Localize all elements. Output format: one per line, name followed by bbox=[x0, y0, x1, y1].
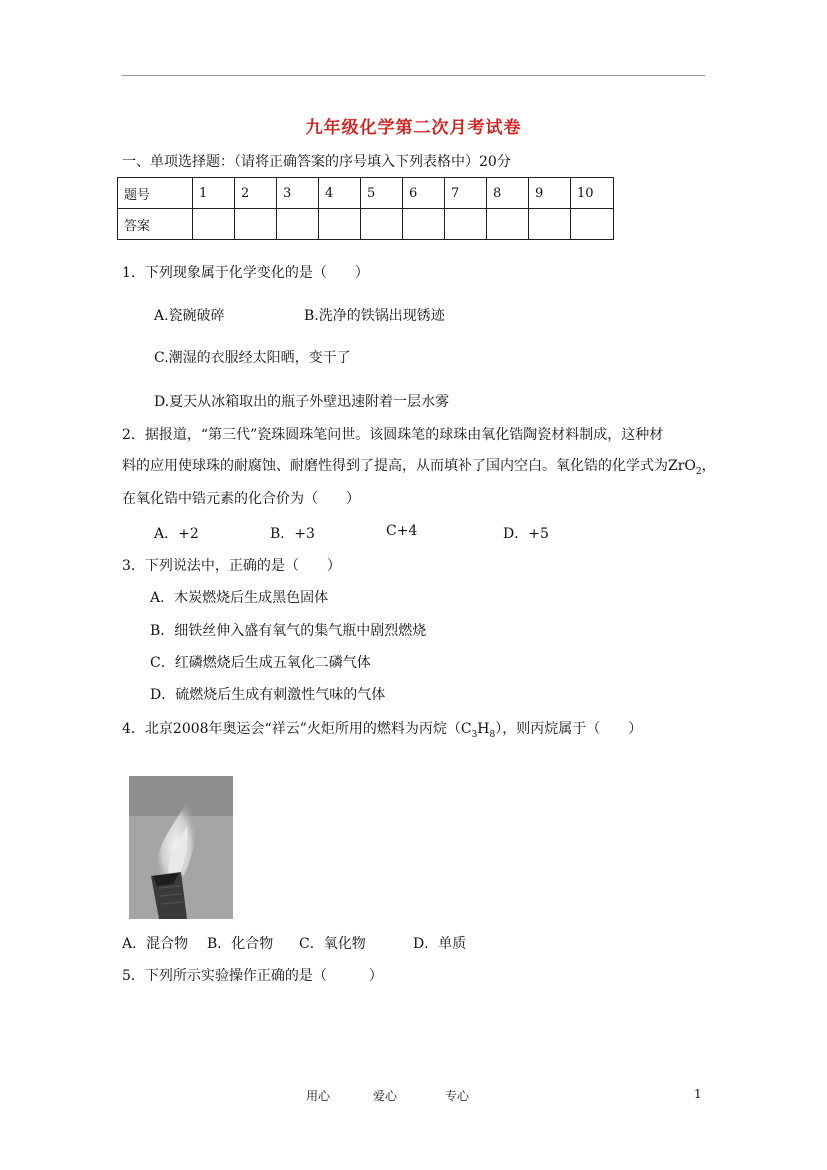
question-number-cell: 10 bbox=[571, 178, 614, 209]
answer-table bbox=[117, 177, 614, 240]
table-row bbox=[118, 209, 614, 240]
question-number-cell: 2 bbox=[235, 178, 277, 209]
q1-option-b: B.洗净的铁锅出现锈迹 bbox=[304, 308, 445, 324]
footer-word-3: 专心 bbox=[445, 1089, 470, 1103]
q2-stem-line1: 2．据报道，“第三代”瓷珠圆珠笔问世。该圆珠笔的球珠由氧化锆陶瓷材料制成，这种材 bbox=[122, 427, 664, 443]
question-number-cell: 3 bbox=[277, 178, 319, 209]
footer-word-1: 用心 bbox=[306, 1089, 331, 1103]
q2-line2-text: 料的应用使球珠的耐腐蚀、耐磨性得到了提高，从而填补了国内空白。氧化锆的化学式为ZrO bbox=[122, 458, 696, 474]
question-number-cell: 7 bbox=[445, 178, 487, 209]
q1-option-d: D.夏天从冰箱取出的瓶子外壁迅速附着一层水雾 bbox=[154, 394, 450, 410]
q4-stem-tail: ），则丙烷属于（ ） bbox=[495, 721, 643, 737]
question-number-cell: 5 bbox=[361, 178, 403, 209]
answer-cell[interactable] bbox=[193, 209, 235, 240]
q1-option-a: A.瓷碗破碎 bbox=[154, 308, 225, 324]
question-number-cell: 1 bbox=[193, 178, 235, 209]
row-label-number: 题号 bbox=[118, 178, 193, 209]
q2-line2-tail: ， bbox=[701, 458, 716, 474]
answer-cell[interactable] bbox=[319, 209, 361, 240]
q3-option-d: D．硫燃烧后生成有刺激性气味的气体 bbox=[150, 687, 386, 703]
q2-formula-subscript: 2 bbox=[695, 466, 702, 477]
q4-stem-text: 4．北京2008年奥运会“祥云”火炬所用的燃料为丙烷（C bbox=[122, 721, 472, 737]
q4-option-b: B．化合物 bbox=[207, 936, 274, 952]
q4-option-a: A．混合物 bbox=[122, 936, 189, 952]
footer-word-2: 爱心 bbox=[373, 1089, 398, 1103]
q2-option-b: B．+3 bbox=[270, 526, 315, 542]
answer-cell[interactable] bbox=[277, 209, 319, 240]
q3-option-c: C．红磷燃烧后生成五氧化二磷气体 bbox=[150, 655, 371, 671]
q2-stem-line2 bbox=[122, 455, 716, 477]
q5-stem: 5．下列所示实验操作正确的是（ ） bbox=[122, 968, 383, 984]
answer-cell[interactable] bbox=[235, 209, 277, 240]
answer-cell[interactable] bbox=[529, 209, 571, 240]
question-number-cell: 8 bbox=[487, 178, 529, 209]
q4-option-c: C．氧化物 bbox=[299, 936, 366, 952]
question-number-cell: 4 bbox=[319, 178, 361, 209]
row-label-answer: 答案 bbox=[118, 209, 193, 240]
q4-formula-h: H bbox=[477, 721, 490, 737]
table-row bbox=[118, 178, 614, 209]
answer-cell[interactable] bbox=[403, 209, 445, 240]
q4-subscript-hydrogen: 8 bbox=[489, 729, 496, 740]
q2-option-a: A．+2 bbox=[154, 526, 199, 542]
answer-cell[interactable] bbox=[487, 209, 529, 240]
page-number: 1 bbox=[694, 1087, 702, 1101]
torch-flame-photo-icon bbox=[129, 776, 233, 919]
q1-option-c: C.潮湿的衣服经太阳晒，变干了 bbox=[154, 350, 351, 366]
question-number-cell: 9 bbox=[529, 178, 571, 209]
q1-stem: 1．下列现象属于化学变化的是（ ） bbox=[122, 265, 369, 281]
q2-option-c: C+4 bbox=[386, 523, 418, 539]
exam-title: 九年级化学第二次月考试卷 bbox=[305, 118, 522, 138]
answer-cell[interactable] bbox=[445, 209, 487, 240]
header-rule bbox=[122, 75, 705, 76]
question-number-cell: 6 bbox=[403, 178, 445, 209]
q2-option-d: D．+5 bbox=[503, 526, 549, 542]
q4-stem bbox=[122, 718, 642, 740]
q3-option-b: B．细铁丝伸入盛有氧气的集气瓶中剧烈燃烧 bbox=[150, 623, 427, 639]
answer-cell[interactable] bbox=[361, 209, 403, 240]
q3-stem: 3．下列说法中，正确的是（ ） bbox=[122, 558, 341, 574]
q4-subscript-carbon: 3 bbox=[471, 729, 478, 740]
q2-stem-line3: 在氧化锆中锆元素的化合价为（ ） bbox=[122, 491, 360, 507]
section-heading: 一、单项选择题：（请将正确答案的序号填入下列表格中）20分 bbox=[122, 154, 511, 170]
q3-option-a: A．木炭燃烧后生成黑色固体 bbox=[150, 590, 329, 606]
answer-cell[interactable] bbox=[571, 209, 614, 240]
q4-option-d: D．单质 bbox=[413, 936, 467, 952]
